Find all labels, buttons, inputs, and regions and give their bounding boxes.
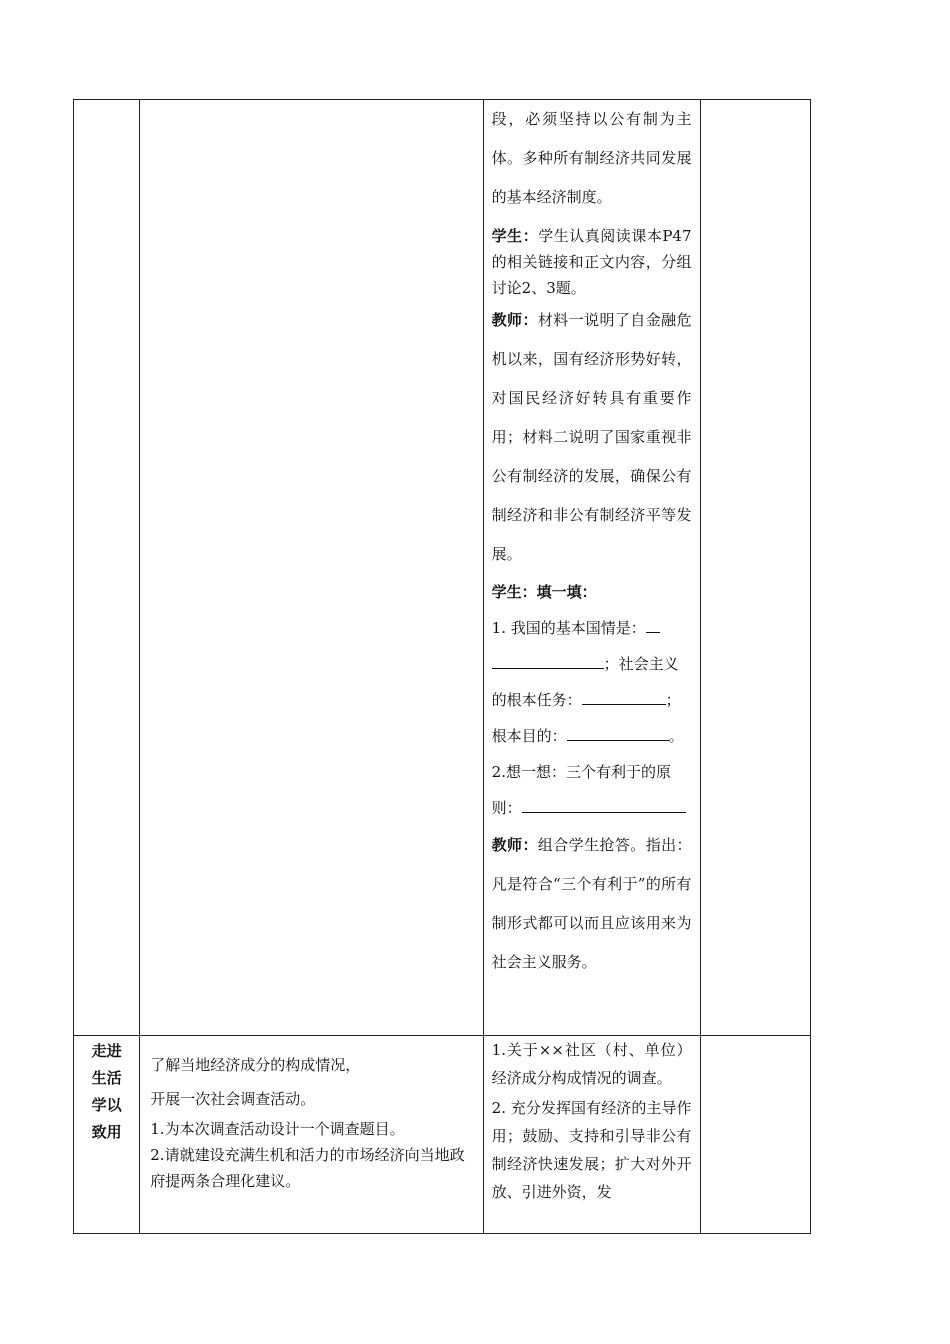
notes-cell [700, 100, 810, 1036]
stage-line: 走进 [91, 1042, 122, 1060]
activity-cell [140, 100, 483, 1036]
blank-line [646, 616, 660, 633]
text-paragraph: 段，必须坚持以公有制为主体。多种所有制经济共同发展的基本经济制度。 [491, 110, 692, 206]
fill-text: 则： [491, 799, 522, 817]
blank-line [567, 724, 669, 741]
activity-cell [140, 1036, 483, 1234]
teacher-activity-text: 组合学生抢答。指出：凡是符合“三个有利于”的所有制形式都可以而且应该用来为社会主义服务。 [491, 836, 692, 971]
table-row [74, 100, 811, 1036]
fill-text: 根本目的： [491, 727, 567, 745]
stage-line: 生活 [91, 1069, 122, 1087]
fill-text: ； [665, 691, 681, 709]
fill-question-2 [492, 754, 692, 826]
teacher-label: 教师： [491, 311, 538, 329]
fill-text: 1. 我国的基本国情是： [491, 619, 646, 637]
student-fill-heading [492, 574, 692, 610]
fill-question-1 [492, 610, 692, 754]
notes-cell [700, 1036, 810, 1234]
lesson-plan-table [73, 99, 811, 1234]
stage-cell [74, 1036, 140, 1234]
fill-text: 2.想一想：三个有利于的原 [491, 763, 671, 781]
student-activity-text: 学生认真阅读课本P47的相关链接和正文内容，分组讨论2、3题。 [491, 227, 692, 297]
activity-task: 2.请就建设充满生机和活力的市场经济向当地政府提两条合理化建议。 [150, 1146, 465, 1190]
fill-text: 。 [668, 727, 684, 745]
teacher-activity [492, 826, 692, 982]
activity-task: 1.为本次调查活动设计一个调查题目。 [150, 1120, 405, 1138]
teacher-student-cell [483, 1036, 700, 1234]
stage-line: 致用 [91, 1123, 122, 1141]
answer-line: 2. 充分发挥国有经济的主导作用；鼓励、支持和引导非公有制经济快速发展；扩大对外开放、引进外资，发 [491, 1099, 692, 1201]
student-label: 学生： [491, 227, 539, 245]
fill-text: 的根本任务： [491, 691, 582, 709]
student-fill-label: 学生：填一填： [491, 583, 597, 601]
blank-line [582, 688, 666, 705]
activity-line: 了解当地经济成分的构成情况， [150, 1056, 361, 1074]
stage-cell [74, 100, 140, 1036]
blank-line [522, 796, 686, 813]
student-activity [492, 223, 692, 301]
stage-line: 学以 [91, 1096, 122, 1114]
blank-line [492, 652, 604, 669]
activity-line: 开展一次社会调查活动。 [150, 1090, 316, 1108]
answer-line: 1.关于××社区（村、单位）经济成分构成情况的调查。 [491, 1041, 692, 1087]
teacher-activity-text: 材料一说明了自金融危机以来，国有经济形势好转，对国民经济好转具有重要作用；材料二说明了国家重视非公有制经济的发展，确保公有制经济和非公有制经济平等发展。 [491, 311, 692, 563]
fill-text: ；社会主义 [603, 655, 679, 673]
teacher-student-cell [483, 100, 700, 1036]
table-row [74, 1036, 811, 1234]
teacher-label: 教师： [491, 836, 538, 854]
teacher-activity [492, 301, 692, 574]
